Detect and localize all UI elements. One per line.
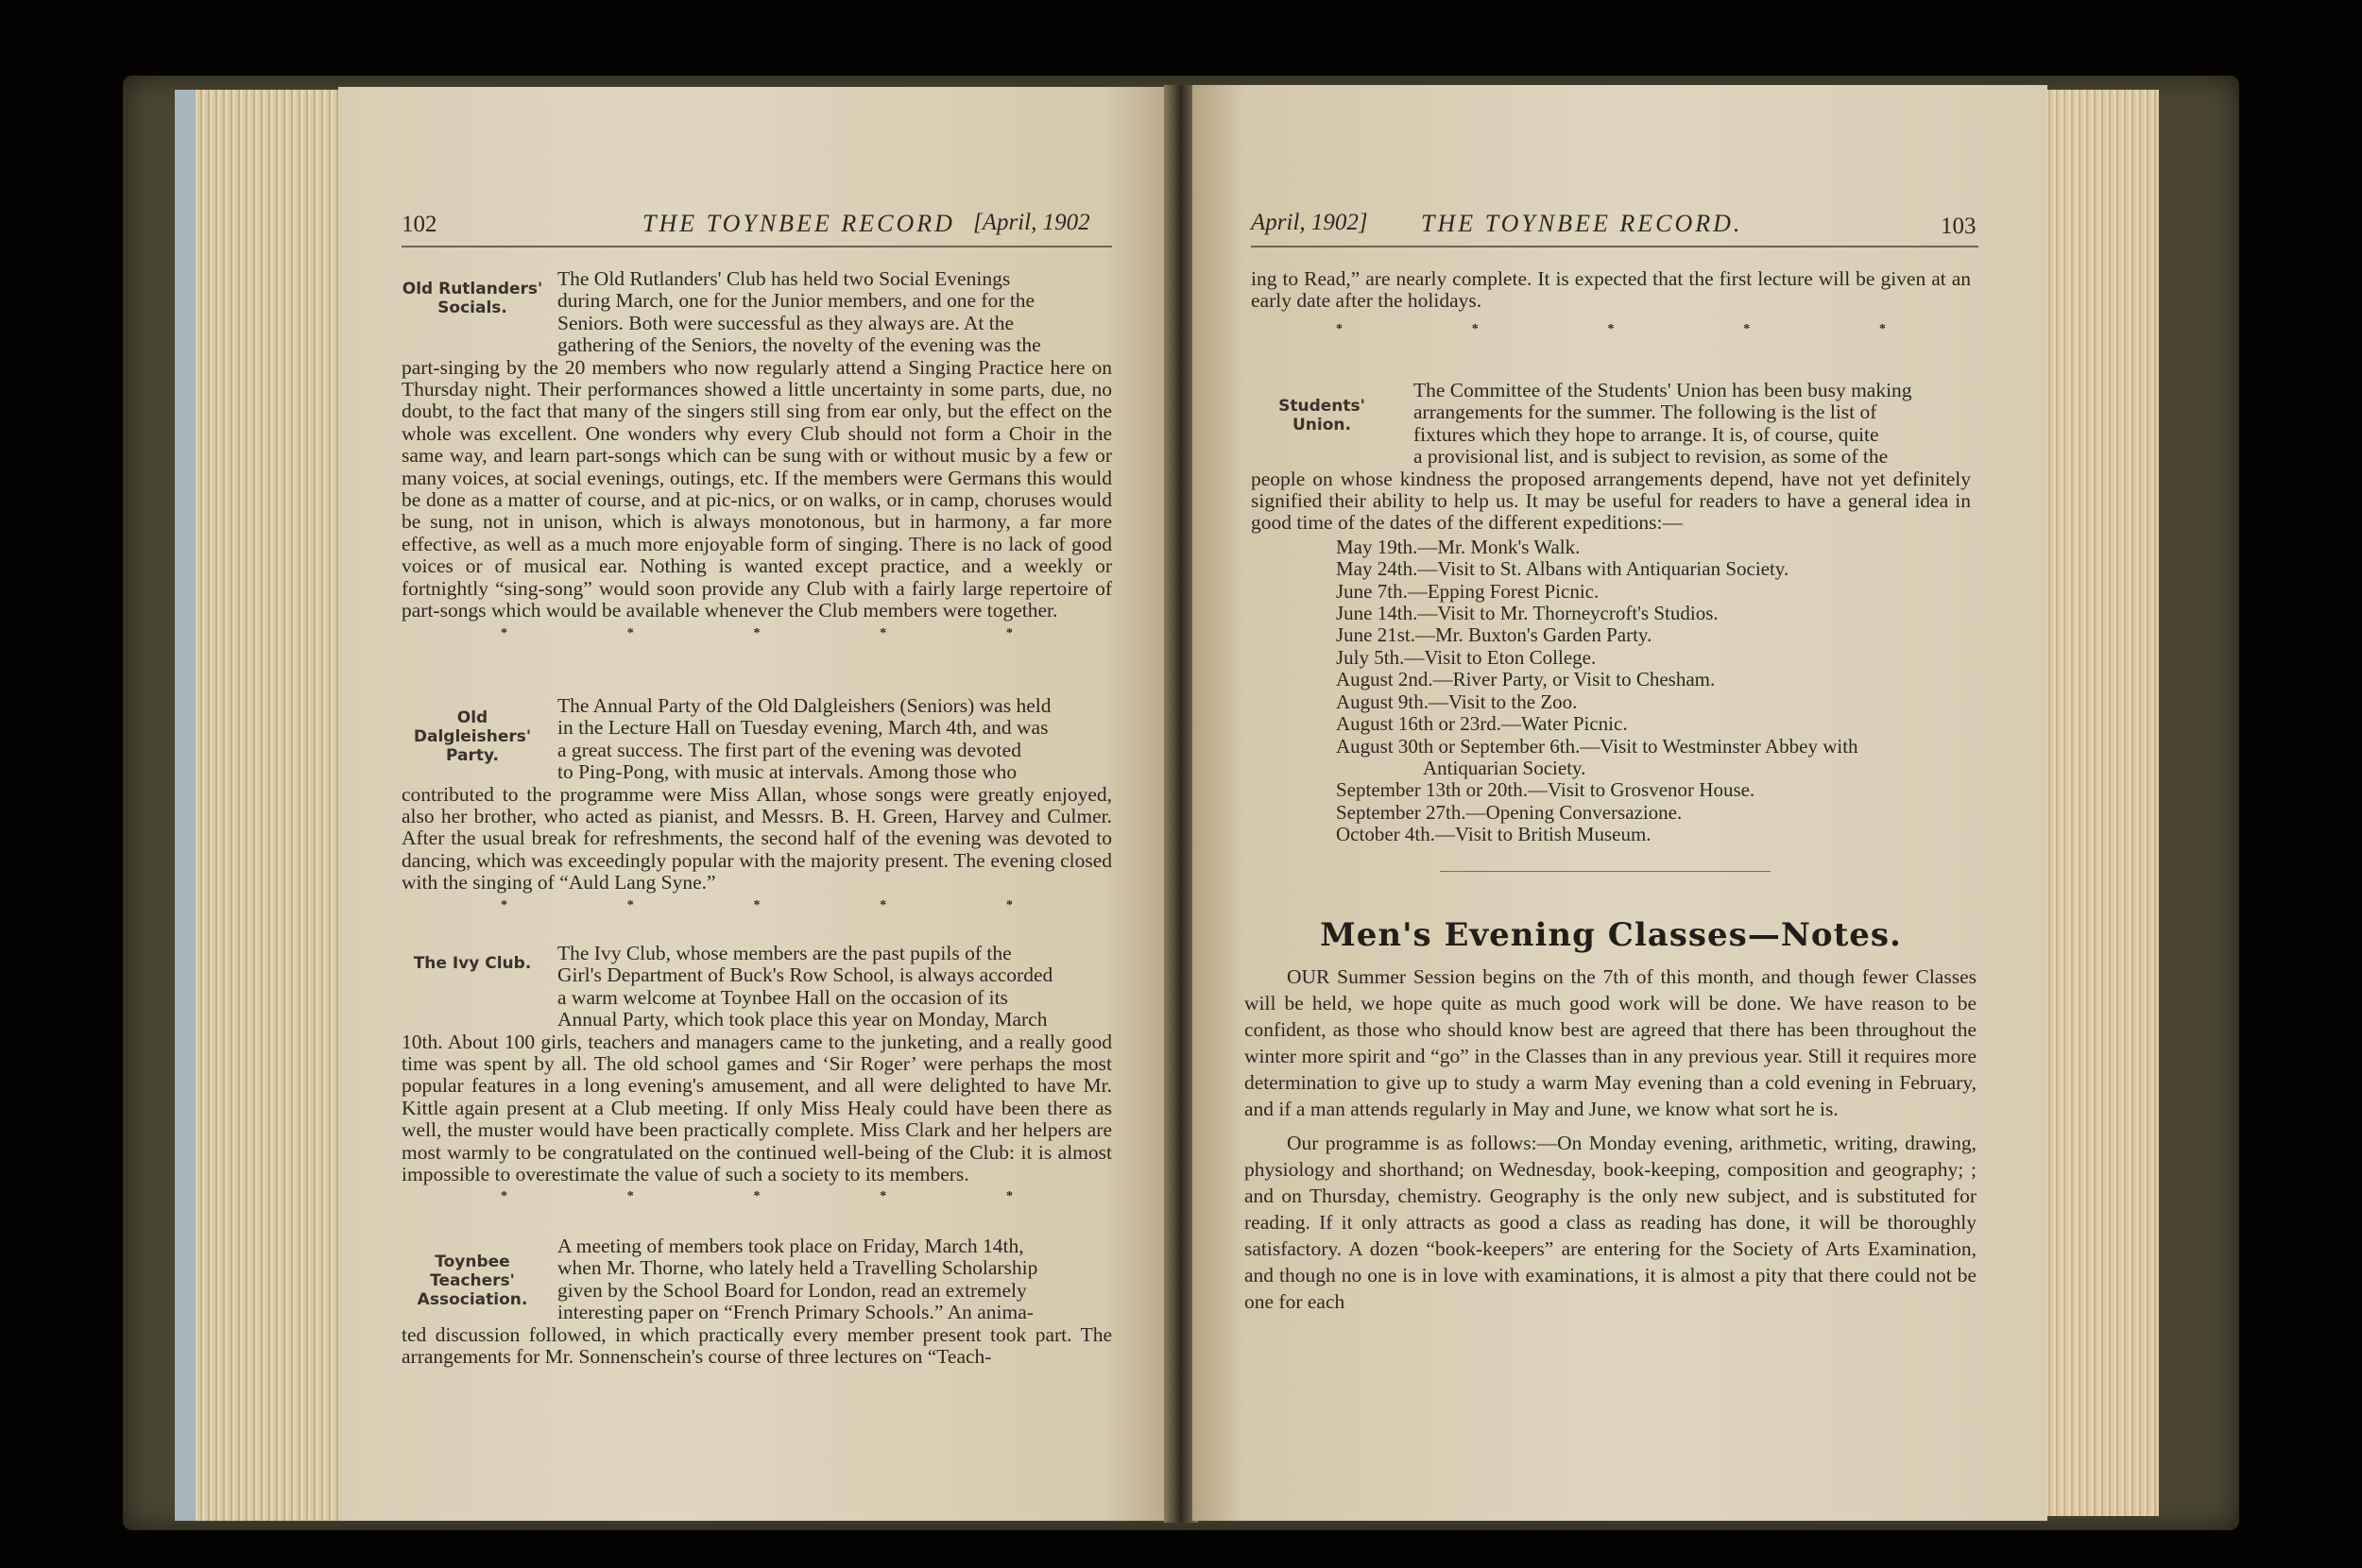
article-text: ted discussion followed, in which practically every member present took part. The arrangements for Mr. Sonnenschein's course of three lectures on “Teach- xyxy=(402,1322,1112,1369)
fixture-item: June 14th.—Visit to Mr. Thorneycroft's Studios. xyxy=(1336,602,1719,625)
running-title: THE TOYNBEE RECORD. xyxy=(1421,210,1743,237)
right-running-head xyxy=(1251,212,1978,249)
continuation-block xyxy=(1251,268,1971,337)
left-page xyxy=(338,87,1170,1521)
lead-line: a warm welcome at Toynbee Hall on the occasion of its xyxy=(557,985,1008,1009)
lead-line: Girl's Department of Buck's Row School, is always accorded xyxy=(557,963,1053,987)
page-number: 103 xyxy=(1941,213,1977,239)
fixture-item: August 16th or 23rd.—Water Picnic. xyxy=(1336,712,1628,736)
article-text: part-singing by the 20 members who now regularly attend a Singing Practice here on Thursday night. Their performances showed a little uncertainty in some parts, due, no doubt, to the fact that many of the singers still sing from ear only, but the effect on the whole was excellent. One wonders why every Club should not form a Choir in the same way, and learn part-songs which can be sung with or without music by a few or many voices, at social evenings, outings, etc. If the members were Germans this would be done as a matter of course, and at pic-nics, or on walks, or in camp, choruses would be sung, not in unison, which is always monotonous, but in harmony, a far more effective, as well as a much more enjoyable form of singing. There is no lack of good voices or of musical ear. Nothing is wanted except practice, and a weekly or fortnightly “sing-song” would soon provide any Club with a fairly large repertoire of part-songs which would be available whenever the Club members were together. xyxy=(402,355,1112,622)
fixture-item: July 5th.—Visit to Eton College. xyxy=(1336,645,1597,669)
side-label: Old Dalgleishers' Party. xyxy=(413,708,532,765)
page-number: 102 xyxy=(402,212,437,237)
article-text: contributed to the programme were Miss Allan, whose songs were greatly enjoyed, also her brother, who acted as pianist, and Messrs. B. H. Green, Harvey and Culmer. After the usual break for refreshments, the second half of the evening was devoted to dancing, which was exceedingly popular with the majority present. The evening closed with the singing of “Auld Lang Syne.” xyxy=(402,782,1112,895)
continuation-text: ing to Read,” are nearly complete. It is expected that the first lecture will be given at an early date after the holidays. xyxy=(1251,267,1971,313)
lead-line: gathering of the Seniors, the novelty of the evening was the xyxy=(557,333,1041,357)
issue-date: April, 1902] xyxy=(1251,210,1368,235)
lead-line: Annual Party, which took place this year on Monday, March xyxy=(557,1008,1048,1031)
lead-line: arrangements for the summer. The following is the list of xyxy=(1413,401,1877,424)
fixture-item: Antiquarian Society. xyxy=(1423,756,1586,779)
section-rule xyxy=(1440,871,1771,872)
lead-line: Seniors. Both were successful as they always are. At the xyxy=(557,311,1015,334)
side-label: The Ivy Club. xyxy=(413,954,532,973)
fixture-item: September 27th.—Opening Conversazione. xyxy=(1336,800,1683,824)
fixture-item: May 19th.—Mr. Monk's Walk. xyxy=(1336,535,1581,558)
right-page xyxy=(1192,85,2047,1521)
star-separator: * * * * * xyxy=(1336,321,1886,336)
header-rule xyxy=(1251,246,1978,247)
star-separator: * * * * * xyxy=(501,1189,1013,1204)
side-label: Old Rutlanders' Socials. xyxy=(402,280,543,317)
lead-line: in the Lecture Hall on Tuesday evening, March 4th, and was xyxy=(557,716,1049,740)
star-separator: * * * * * xyxy=(501,897,1013,912)
fixture-item: June 7th.—Epping Forest Picnic. xyxy=(1336,579,1600,603)
lead-line: A meeting of members took place on Friday, March 14th, xyxy=(557,1235,1024,1257)
lead-line: fixtures which they hope to arrange. It is, of course, quite xyxy=(1413,422,1879,446)
article-toynbee-teachers xyxy=(402,1236,1112,1368)
article-body xyxy=(402,943,1112,1185)
page-edges-left xyxy=(175,90,340,1521)
fixture-item: October 4th.—Visit to British Museum. xyxy=(1336,823,1652,846)
lead-line: a provisional list, and is subject to revision, as some of the xyxy=(1413,445,1889,469)
fixture-item: June 21st.—Mr. Buxton's Garden Party. xyxy=(1336,623,1652,647)
article-text: 10th. About 100 girls, teachers and managers came to the junketing, and a really good time was spent by all. The old school games and ‘Sir Roger’ were perhaps the most popular features in a long evening's amusement, and all were delighted to have Mr. Kittle again present at a Club meeting. If only Miss Healy could have been there as well, the muster would have been practically complete. Miss Clark and her helpers are most warmly to be congratulated on the continued well-being of the Club: it is almost impossible to overestimate the value of such a society to its members. xyxy=(402,1030,1112,1186)
fixture-item: August 2nd.—River Party, or Visit to Chesham. xyxy=(1336,668,1716,691)
lead-line: The Committee of the Students' Union has been busy making xyxy=(1413,379,1912,401)
left-running-head xyxy=(402,212,1120,249)
fixture-item: August 30th or September 6th.—Visit to Westminster Abbey with xyxy=(1336,734,1858,758)
article-old-dalgleishers xyxy=(402,695,1112,913)
article-text: people on whose kindness the proposed arrangements depend, have not yet definitely signified their ability to help us. It may be useful for readers to have a general idea in good time of the dates of the different expeditions:— xyxy=(1251,467,1971,535)
fixtures-list xyxy=(1251,537,1971,846)
evening-classes-notes xyxy=(1244,963,1977,1315)
paragraph: Our programme is as follows:—On Monday evening, arithmetic, writing, drawing, physiology and shorthand; on Wednesday, book-keeping, composition and geography; ; and on Thursday, chemistry. Geography is the only new subject, and is substituted for reading. If it only attracts as good a class as reading has done, it will be thoroughly satisfactory. A dozen “book-keepers” are entering for the Society of Arts Examination, and though no one is in love with examinations, it is almost a pity that there could not be one for each xyxy=(1244,1132,1977,1313)
lead-line: to Ping-Pong, with music at intervals. Among those who xyxy=(557,760,1018,784)
running-title: THE TOYNBEE RECORD xyxy=(642,210,955,237)
lead-line: The Annual Party of the Old Dalgleishers (Seniors) was held xyxy=(557,694,1052,717)
paragraph: OUR Summer Session begins on the 7th of this month, and though fewer Classes will be held, we hope quite as much good work will be done. We have reason to be confident, as those who should know best are agreed that there has been throughout the winter more spirit and “go” in the Classes than in any previous year. Still it requires more determination to give up to study a warm May evening than a cold evening in February, and if a man attends regularly in May and June, we know what sort he is. xyxy=(1244,965,1977,1120)
lead-line: a great success. The first part of the evening was devoted xyxy=(557,738,1021,761)
lead-line: interesting paper on “French Primary Schools.” An anima- xyxy=(557,1301,1034,1324)
article-ivy-club xyxy=(402,943,1112,1204)
page-edges-right xyxy=(2045,90,2159,1516)
star-separator: * * * * * xyxy=(501,625,1013,640)
lead-line: The Ivy Club, whose members are the past pupils of the xyxy=(557,942,1012,964)
lead-line: The Old Rutlanders' Club has held two Social Evenings xyxy=(557,267,1011,290)
fixture-item: August 9th.—Visit to the Zoo. xyxy=(1336,690,1578,713)
issue-date: [April, 1902 xyxy=(973,210,1090,235)
fixture-item: May 24th.—Visit to St. Albans with Antiquarian Society. xyxy=(1336,557,1789,581)
article-body xyxy=(402,268,1112,622)
lead-line: when Mr. Thorne, who lately held a Travelling Scholarship xyxy=(557,1256,1038,1280)
header-rule xyxy=(402,246,1112,247)
lead-line: during March, one for the Junior members, and one for the xyxy=(557,289,1036,313)
lead-line: given by the School Board for London, read an extremely xyxy=(557,1278,1027,1302)
section-heading: Men's Evening Classes—Notes. xyxy=(1320,916,1902,954)
article-students-union xyxy=(1251,380,1971,846)
side-label: Students' Union. xyxy=(1278,397,1365,435)
side-label: Toynbee Teachers' Association. xyxy=(417,1253,528,1309)
fixture-item: September 13th or 20th.—Visit to Grosvenor House. xyxy=(1336,778,1755,802)
article-old-rutlanders xyxy=(402,268,1112,641)
